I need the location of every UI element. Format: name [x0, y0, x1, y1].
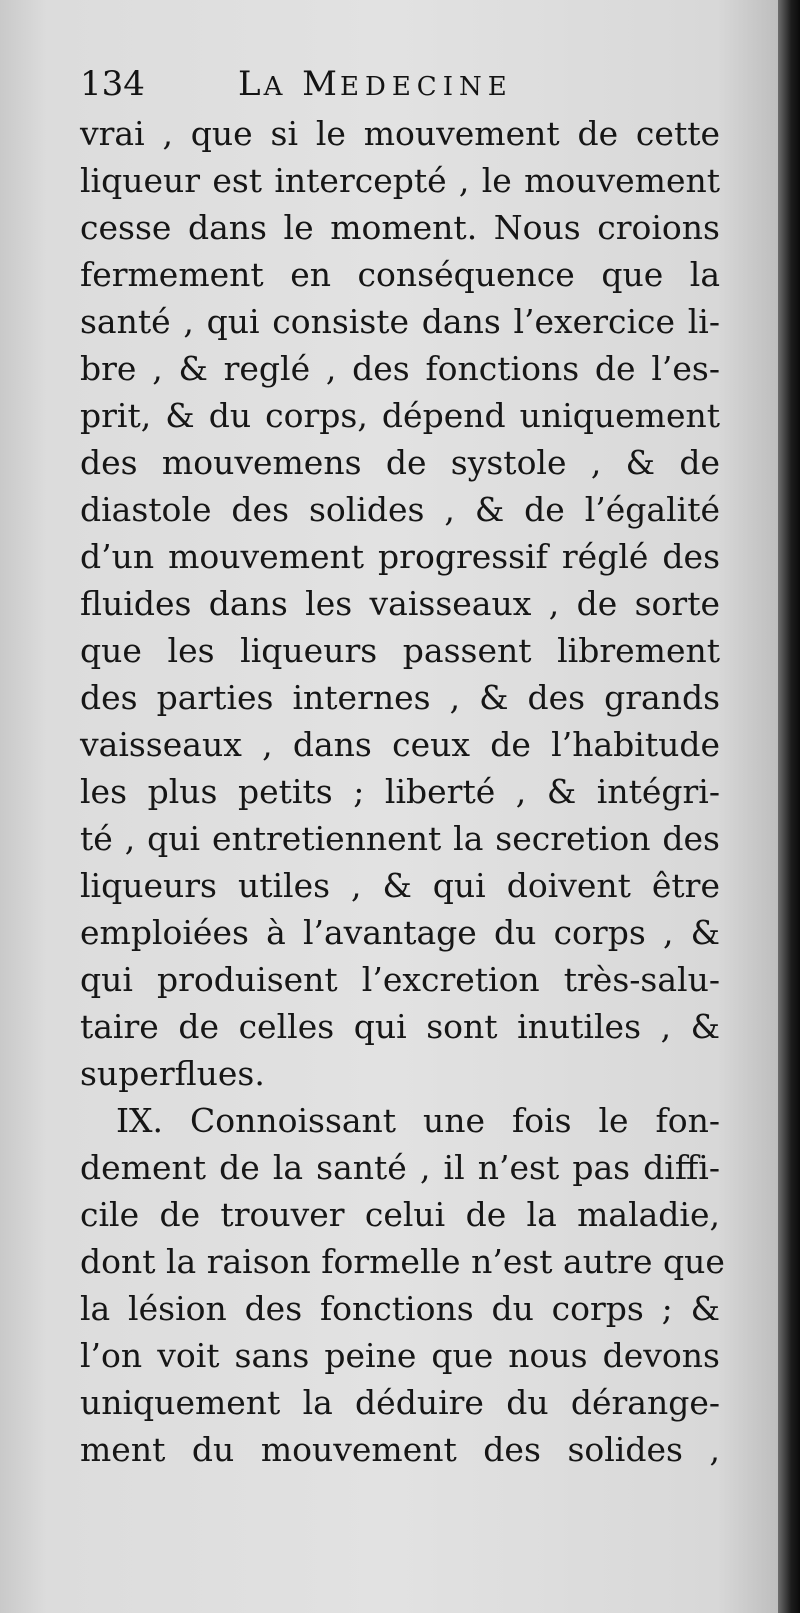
paragraph-end-line: superflues. — [80, 1054, 265, 1093]
text-line: vrai , que si le mouvement de cette — [80, 114, 720, 153]
text-line: emploiées à l’avantage du corps , & — [80, 913, 720, 952]
text-line: vaisseaux , dans ceux de l’habitude — [80, 725, 720, 764]
text-line: liqueur est intercepté , le mouvement — [80, 161, 720, 200]
text-line: dont la raison formelle n’est autre que — [80, 1242, 725, 1281]
text-line: ment du mouvement des solides , — [80, 1430, 720, 1469]
text-line: des mouvemens de systole , & de — [80, 443, 720, 482]
text-line: fermement en conséquence que la — [80, 255, 720, 294]
text-line: cesse dans le moment. Nous croions — [80, 208, 720, 247]
page-gutter-shadow — [778, 0, 800, 1613]
text-line: des parties internes , & des grands — [80, 678, 720, 717]
page-number: 134 — [80, 64, 145, 104]
text-line: dement de la santé , il n’est pas diffi- — [80, 1148, 720, 1187]
text-line: diastole des solides , & de l’égalité — [80, 490, 720, 529]
text-line: fluides dans les vaisseaux , de sorte — [80, 584, 720, 623]
running-title: LA MEDECINE — [238, 64, 513, 104]
text-line: que les liqueurs passent librement — [80, 631, 720, 670]
paragraph-start-line: IX. Connoissant une fois le fon- — [116, 1101, 720, 1140]
text-line: santé , qui consiste dans l’exercice li- — [80, 302, 720, 341]
running-header — [80, 60, 720, 110]
text-line: uniquement la déduire du dérange- — [80, 1383, 720, 1422]
text-line: d’un mouvement progressif réglé des — [80, 537, 720, 576]
text-line: liqueurs utiles , & qui doivent être — [80, 866, 720, 905]
text-line: taire de celles qui sont inutiles , & — [80, 1007, 720, 1046]
text-line: té , qui entretiennent la secretion des — [80, 819, 720, 858]
text-line: bre , & reglé , des fonctions de l’es- — [80, 349, 720, 388]
text-line: les plus petits ; liberté , & intégri- — [80, 772, 720, 811]
body-text — [80, 110, 725, 1473]
text-line: l’on voit sans peine que nous devons — [80, 1336, 720, 1375]
text-line: prit, & du corps, dépend uniquement — [80, 396, 720, 435]
text-line: la lésion des fonctions du corps ; & — [80, 1289, 720, 1328]
text-line: qui produisent l’excretion très-salu- — [80, 960, 720, 999]
text-line: cile de trouver celui de la maladie, — [80, 1195, 720, 1234]
